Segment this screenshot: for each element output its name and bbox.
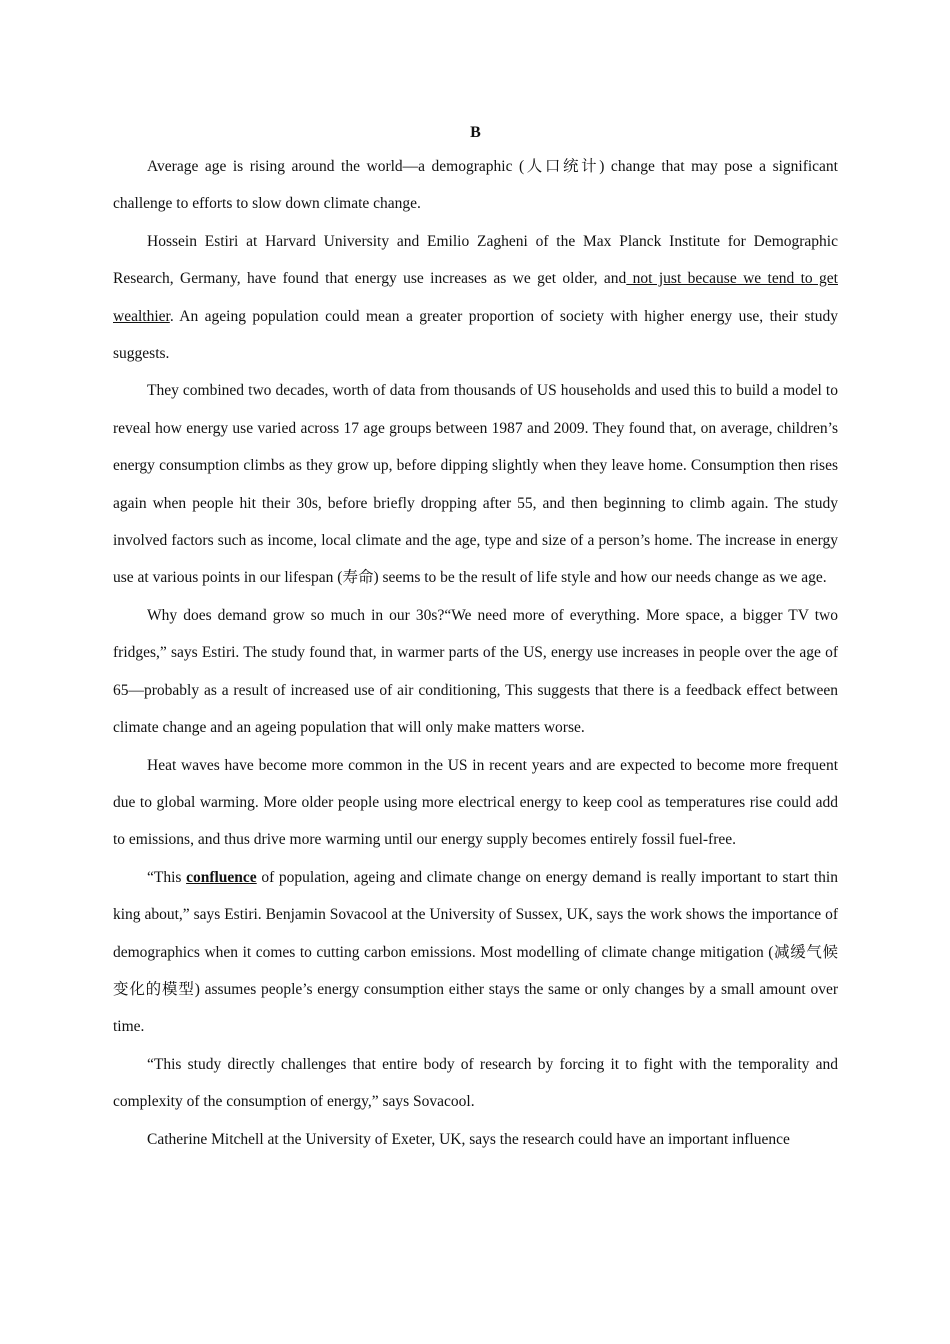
- paragraph-2: [113, 223, 838, 373]
- paragraph-6: [113, 859, 838, 1046]
- document-page: [113, 118, 838, 1158]
- paragraph-4: Why does demand grow so much in our 30s?“We need more of everything. More space, a bigger TV two fridges,” says Estiri. The study found that, in warmer parts of the US, energy use increases in people over the age of 65—probably as a result of increased use of air conditioning, This suggests that there is a feedback effect between climate change and an ageing population that will only make matters worse.: [113, 606, 838, 737]
- paragraph-1: Average age is rising around the world—a demographic (人口统计) change that may pose a significant challenge to efforts to slow down climate change.: [113, 158, 838, 213]
- paragraph-5: Heat waves have become more common in the US in recent years and are expected to become more frequent due to global warming. More older people using more electrical energy to keep cool as temperatures rise could add to emissions, and thus drive more warming until our energy supply becomes entirely fossil fuel-free.: [113, 756, 838, 849]
- paragraph-6-text-before: “This: [147, 868, 187, 886]
- paragraph-6-text-after: of population, ageing and climate change on energy demand is really important to start thin king about,” says Estiri. Benjamin Sovacool at the University of Sussex, UK, says the work shows the importance of demographics when it comes to cutting carbon emissions. Most modelling of climate change mitigation (减缓气候变化的模型) assumes people’s energy consumption either stays the same or only changes by a small amount over time.: [113, 868, 838, 1036]
- paragraph-7: “This study directly challenges that entire body of research by forcing it to fight with the temporality and complexity of the consumption of energy,” says Sovacool.: [113, 1055, 838, 1111]
- underlined-phrase: not just because we tend to get wealthier: [113, 270, 838, 325]
- paragraph-2-text-after: . An ageing population could mean a greater proportion of society with higher energy use, their study suggests.: [113, 307, 838, 363]
- bold-underlined-word: confluence: [186, 868, 257, 886]
- paragraph-2-text-before: Hossein Estiri at Harvard University and Emilio Zagheni of the Max Planck Institute for Demographic Research, Germany, have found that energy use increases as we get older, and: [113, 232, 838, 288]
- paragraph-8: Catherine Mitchell at the University of Exeter, UK, says the research could have an important influence: [147, 1130, 790, 1148]
- section-heading: B: [470, 124, 481, 141]
- paragraph-3: They combined two decades, worth of data from thousands of US households and used this to build a model to reveal how energy use varied across 17 age groups between 1987 and 2009. They found that, on average, children’s energy consumption climbs as they grow up, before dipping slightly when they leave home. Consumption then rises again when people hit their 30s, before briefly dropping after 55, and then beginning to climb again. The study involved factors such as income, local climate and the age, type and size of a person’s home. The increase in energy use at various points in our lifespan (寿命) seems to be the result of life style and how our needs change as we age.: [113, 382, 838, 587]
